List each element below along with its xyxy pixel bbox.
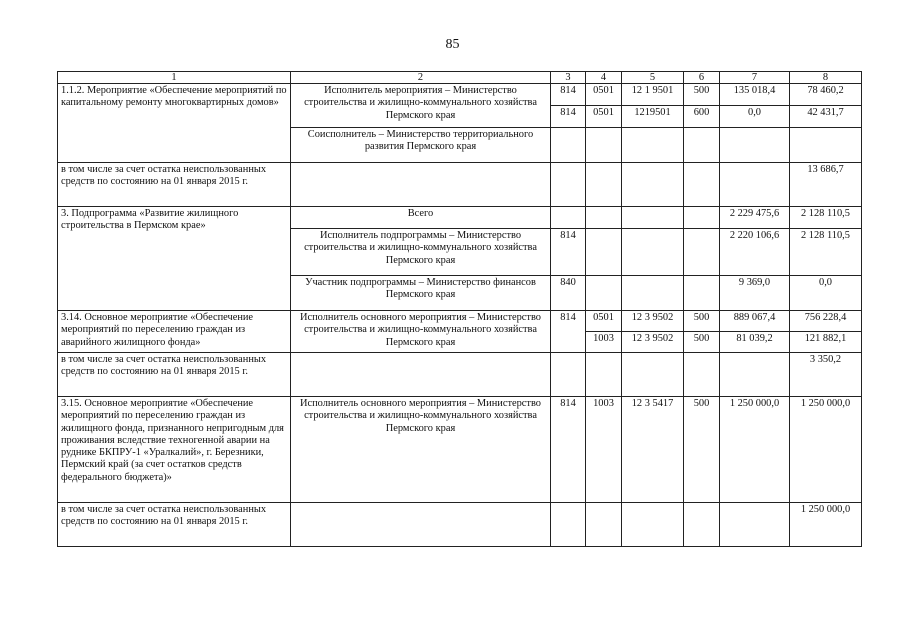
cell-c7: 0,0 bbox=[720, 106, 790, 128]
row-name: 3. Подпрограмма «Развитие жилищного строительства в Пермском крае» bbox=[58, 207, 291, 311]
cell-c7: 889 067,4 bbox=[720, 311, 790, 332]
row-name: 3.15. Основное мероприятие «Обеспечение мероприятий по переселению граждан из жилищного фонда, признанного непригодным для проживания вследствие техногенной аварии на руднике БКПРУ-1 «Уралкалий», г. Березники, Пермский край (за счет остатков средств федерального бюджета)» bbox=[58, 397, 291, 503]
table-row bbox=[58, 84, 862, 106]
row-executor: Исполнитель мероприятия – Министерство строительства и жилищно-коммунального хозяйства Пермского края bbox=[291, 84, 551, 128]
row-name: в том числе за счет остатка неиспользованных средств по состоянию на 01 января 2015 г. bbox=[58, 503, 291, 547]
cell-c8: 3 350,2 bbox=[790, 353, 862, 397]
header-col-4: 4 bbox=[586, 72, 622, 84]
cell-c7: 2 220 106,6 bbox=[720, 229, 790, 276]
cell-c6: 600 bbox=[684, 106, 720, 128]
cell-c4: 1003 bbox=[586, 397, 622, 503]
cell-c6: 500 bbox=[684, 84, 720, 106]
table-row bbox=[58, 207, 862, 229]
cell-c5: 12 3 9502 bbox=[622, 332, 684, 353]
cell-c3: 840 bbox=[551, 276, 586, 311]
row-participant: Участник подпрограммы – Министерство финансов Пермского края bbox=[291, 276, 551, 311]
cell-c8: 13 686,7 bbox=[790, 163, 862, 207]
cell-c3: 814 bbox=[551, 397, 586, 503]
cell-c8: 78 460,2 bbox=[790, 84, 862, 106]
cell-c4: 0501 bbox=[586, 106, 622, 128]
budget-table bbox=[57, 71, 862, 547]
header-col-8: 8 bbox=[790, 72, 862, 84]
cell-c8: 1 250 000,0 bbox=[790, 503, 862, 547]
cell-c5: 1219501 bbox=[622, 106, 684, 128]
cell-c4: 0501 bbox=[586, 311, 622, 332]
cell-c4: 0501 bbox=[586, 84, 622, 106]
row-name: в том числе за счет остатка неиспользованных средств по состоянию на 01 января 2015 г. bbox=[58, 353, 291, 397]
table-row bbox=[58, 163, 862, 207]
header-col-5: 5 bbox=[622, 72, 684, 84]
cell-c7: 135 018,4 bbox=[720, 84, 790, 106]
cell-c8: 0,0 bbox=[790, 276, 862, 311]
table-row bbox=[58, 311, 862, 332]
header-row bbox=[58, 72, 862, 84]
cell-c3: 814 bbox=[551, 311, 586, 353]
cell-c8: 1 250 000,0 bbox=[790, 397, 862, 503]
cell-c4: 1003 bbox=[586, 332, 622, 353]
row-name: 3.14. Основное мероприятие «Обеспечение мероприятий по переселению граждан из аварийного жилищного фонда» bbox=[58, 311, 291, 353]
cell-c5: 12 3 9502 bbox=[622, 311, 684, 332]
cell-c8: 2 128 110,5 bbox=[790, 207, 862, 229]
cell-c8: 121 882,1 bbox=[790, 332, 862, 353]
header-col-2: 2 bbox=[291, 72, 551, 84]
row-executor: Исполнитель подпрограммы – Министерство строительства и жилищно-коммунального хозяйства Пермского края bbox=[291, 229, 551, 276]
cell-c7: 9 369,0 bbox=[720, 276, 790, 311]
cell-c3: 814 bbox=[551, 84, 586, 106]
cell-c3: 814 bbox=[551, 106, 586, 128]
cell-c5: 12 3 5417 bbox=[622, 397, 684, 503]
cell-c8: 2 128 110,5 bbox=[790, 229, 862, 276]
cell-c6: 500 bbox=[684, 332, 720, 353]
page-number: 85 bbox=[445, 37, 460, 52]
row-executor: Исполнитель основного мероприятия – Министерство строительства и жилищно-коммунального хозяйства Пермского края bbox=[291, 311, 551, 353]
cell-c6: 500 bbox=[684, 311, 720, 332]
table-row bbox=[58, 397, 862, 503]
row-name: в том числе за счет остатка неиспользованных средств по состоянию на 01 января 2015 г. bbox=[58, 163, 291, 207]
row-coexecutor: Соисполнитель – Министерство территориального развития Пермского края bbox=[291, 128, 551, 163]
header-col-6: 6 bbox=[684, 72, 720, 84]
header-col-7: 7 bbox=[720, 72, 790, 84]
row-total-label: Всего bbox=[291, 207, 551, 229]
cell-c5: 12 1 9501 bbox=[622, 84, 684, 106]
row-name: 1.1.2. Мероприятие «Обеспечение мероприятий по капитальному ремонту многоквартирных домов» bbox=[58, 84, 291, 163]
cell-c6: 500 bbox=[684, 397, 720, 503]
cell-c7: 2 229 475,6 bbox=[720, 207, 790, 229]
header-col-1: 1 bbox=[58, 72, 291, 84]
table-row bbox=[58, 353, 862, 397]
cell-c8: 42 431,7 bbox=[790, 106, 862, 128]
cell-c3: 814 bbox=[551, 229, 586, 276]
cell-c8: 756 228,4 bbox=[790, 311, 862, 332]
cell-c7: 1 250 000,0 bbox=[720, 397, 790, 503]
row-executor: Исполнитель основного мероприятия – Министерство строительства и жилищно-коммунального хозяйства Пермского края bbox=[291, 397, 551, 503]
header-col-3: 3 bbox=[551, 72, 586, 84]
cell-c7: 81 039,2 bbox=[720, 332, 790, 353]
table-row bbox=[58, 503, 862, 547]
